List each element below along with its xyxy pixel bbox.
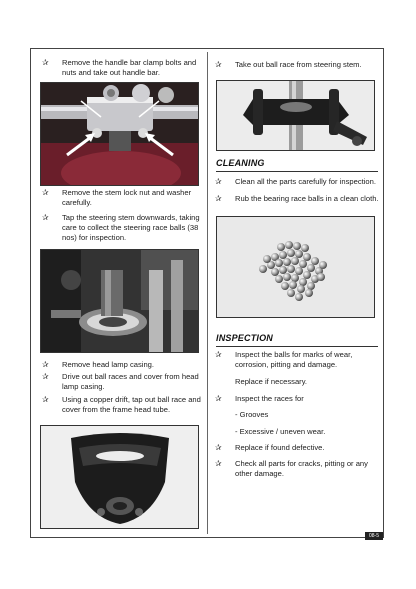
star-bullet-icon: ✰ [42, 395, 49, 404]
ball-race-photo [216, 80, 375, 151]
ball-race-illustration [217, 81, 375, 151]
steering-stem-photo [40, 249, 199, 353]
head-lamp-casing-photo [40, 425, 199, 529]
steering-stem-illustration [41, 250, 199, 353]
star-bullet-icon: ✰ [215, 443, 222, 452]
star-bullet-icon: ✰ [215, 350, 222, 359]
page-number: 08-5 [365, 532, 383, 540]
star-bullet-icon: ✰ [42, 188, 49, 197]
sub-item-grooves: - Grooves [235, 410, 269, 419]
steel-balls-photo [216, 216, 375, 318]
steel-balls-illustration [217, 217, 375, 318]
handlebar-clamp-photo [40, 82, 199, 186]
star-bullet-icon: ✰ [215, 60, 222, 69]
star-bullet-icon: ✰ [215, 177, 222, 186]
cleaning-heading: CLEANING [216, 158, 265, 168]
inspection-heading: INSPECTION [216, 333, 274, 343]
replace-note: Replace if necessary. [235, 377, 308, 386]
star-bullet-icon: ✰ [42, 372, 49, 381]
inspection-underline [216, 346, 378, 347]
column-divider [207, 52, 208, 534]
head-lamp-casing-illustration [41, 426, 199, 529]
star-bullet-icon: ✰ [215, 394, 222, 403]
sub-item-wear: - Excessive / uneven wear. [235, 427, 326, 436]
star-bullet-icon: ✰ [42, 360, 49, 369]
star-bullet-icon: ✰ [215, 459, 222, 468]
star-bullet-icon: ✰ [215, 194, 222, 203]
handlebar-clamp-illustration [41, 83, 199, 186]
cleaning-underline [216, 171, 378, 172]
star-bullet-icon: ✰ [42, 213, 49, 222]
star-bullet-icon: ✰ [42, 58, 49, 67]
